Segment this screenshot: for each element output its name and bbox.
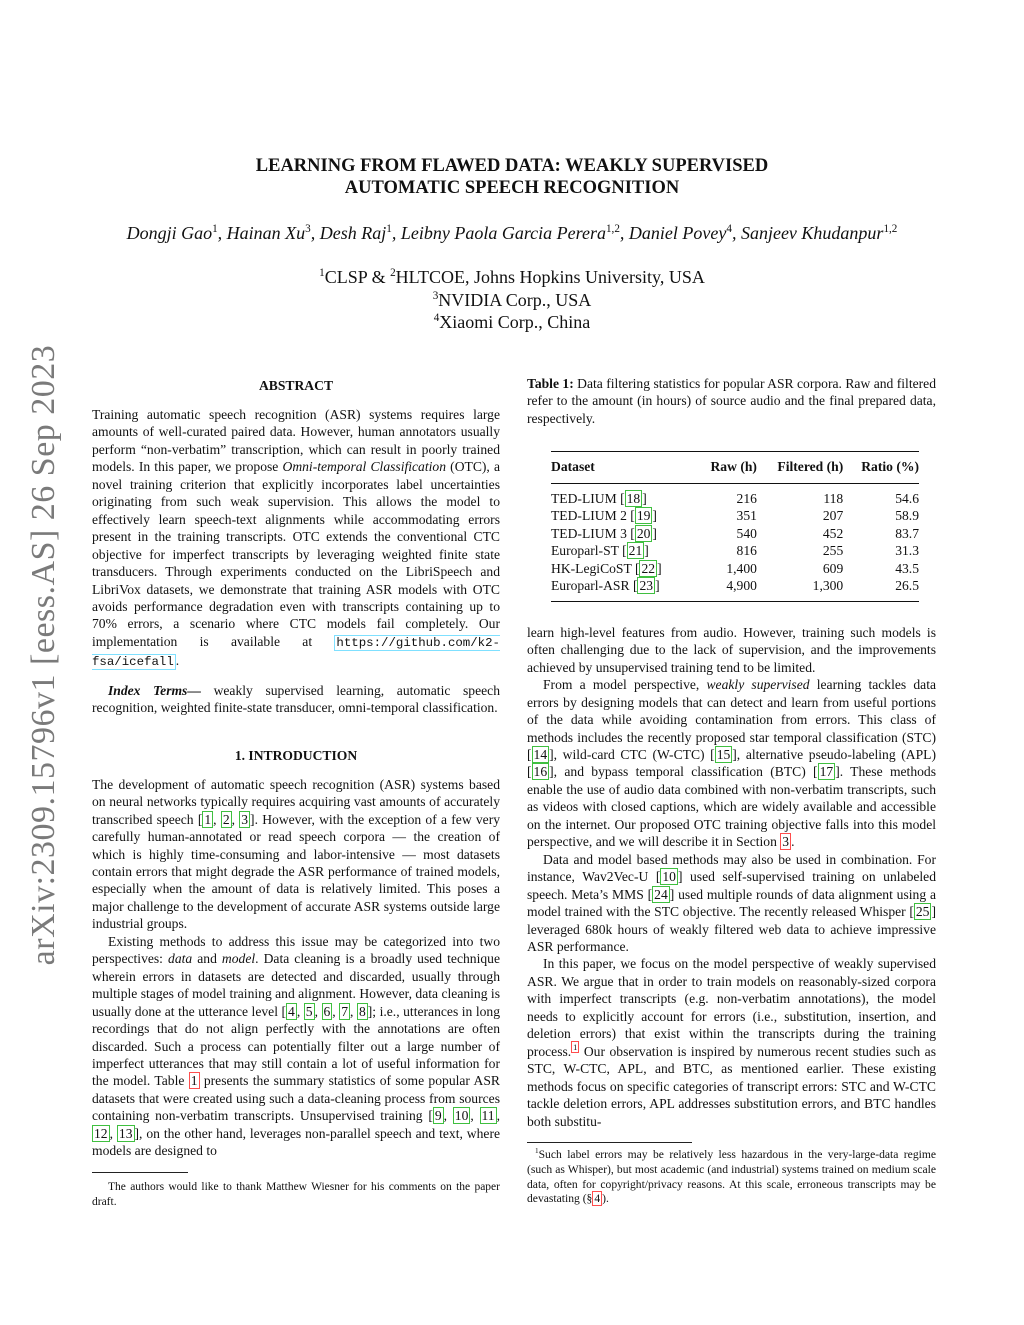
- intro-paragraph-2: Existing methods to address this issue may be categorized into two perspectives: data and model. Data cleaning is a broadly used technique wherein errors in datasets are detected and discarded, usually through multiple stages of model training and alignment. However, data cleaning is usually done at the utterance level [ 4 , 5 , 6 , 7 , 8 ]; i.e., utterances in long recordings that do not align perfectly with the annotations are often discarded. Such a process can potentially filter out a large number of imperfect utterances that may still contain a lot of useful information for the model. Table 1 presents the summary statistics of some popular ASR datasets that were created using such a data-cleaning process from sources containing non-verbatim transcripts. Unsupervised training [ 9 , 10 , 11 , 12 , 13 ], on the other hand, leverages non-parallel speech and text, where models are designed to: [92, 933, 501, 1159]
- arxiv-identifier-link[interactable]: arXiv:2309.15796v1 [eess.AS] 26 Sep 2023: [25, 344, 62, 966]
- citation-link[interactable]: 25: [915, 904, 930, 920]
- text: learning tackles data errors by designing models that can detect and learn from useful portions of the data while avoiding contamination from errors. This class of methods includes the recently proposed star temporal classification (STC) [: [527, 677, 937, 763]
- citation-link[interactable]: 2: [222, 811, 230, 827]
- text: ], alternative pseudo-labeling (APL) [: [527, 747, 936, 780]
- dataset-cell: TED-LIUM 3 [ 20 ]: [551, 525, 657, 541]
- citation-link[interactable]: 7: [341, 1003, 349, 1019]
- right-paragraph-1: learn high-level features from audio. However, training such models is often challenging due to the lack of supervision, and the improvements achieved by unsupervised training tend to be limited.: [527, 624, 936, 675]
- text: . Data cleaning is a broadly used technique wherein errors in datasets are detected and discarded, usually through multiple stages of model training and alignment. However, data cleaning is usually done at the utterance level [: [92, 951, 500, 1019]
- section-ref-link[interactable]: 4: [594, 1192, 601, 1206]
- author-affiliation-mark: 1: [212, 223, 218, 235]
- citation-link[interactable]: 12: [94, 1125, 108, 1141]
- citation-link[interactable]: 13: [118, 1125, 133, 1141]
- text: The development of automatic speech recognition (ASR) systems based on neural networks typically requires acquiring vast amounts of accurately transcribed speech [: [92, 776, 500, 827]
- ratio-cell: 31.3: [895, 543, 919, 559]
- text: ], and bypass temporal classification (BTC) [: [549, 764, 818, 780]
- github-link[interactable]: https://github.com/k2-fsa/icefall: [92, 635, 500, 670]
- footnote-text: ).: [602, 1192, 609, 1206]
- raw-cell: 351: [736, 508, 757, 524]
- raw-cell: 4,900: [696, 577, 757, 601]
- column-header: Raw (h): [696, 452, 757, 484]
- author: Hainan Xu: [226, 223, 306, 243]
- dataset-name: TED-LIUM 3: [551, 525, 631, 541]
- emphasis: model: [221, 951, 256, 967]
- affiliation-mark: 4: [433, 312, 440, 324]
- text: ]; i.e., utterances in long recordings that do not align perfectly with the annotations are often discarded. Such a process can potentially filter out a large number of imperfect utterances that may still contain a lot of useful information for the model. Table: [92, 1003, 501, 1089]
- affiliation-text: HLTCOE, Johns Hopkins University, USA: [395, 267, 705, 287]
- text: .: [791, 834, 795, 850]
- ratio-cell: 83.7: [895, 525, 919, 541]
- text: From a model perspective,: [543, 677, 707, 693]
- footnote-ref-link[interactable]: 1: [573, 1042, 578, 1053]
- dataset-name: HK-LegiCoST: [551, 560, 635, 576]
- author-affiliation-mark: 1: [386, 223, 392, 235]
- index-terms-label: Index Terms—: [108, 682, 201, 698]
- text: Our observation is inspired by numerous recent studies such as STC, W-CTC, APL, and BTC, as mentioned earlier. These existing methods focus on specific categories of transcript errors: STC and W-CTC tackle deletion errors, APL addresses substitution errors, and BTC handles both substitu-: [527, 1043, 936, 1129]
- citation-link[interactable]: 22: [641, 560, 656, 576]
- citation-link[interactable]: 19: [636, 508, 651, 524]
- table-ref-link[interactable]: 1: [190, 1073, 198, 1089]
- text: presents the summary statistics of some popular ASR datasets that were created using such a data-cleaning process from sources containing non-verbatim transcripts. Unsupervised training [: [92, 1073, 500, 1124]
- citation-link[interactable]: 21: [628, 543, 643, 559]
- citation-link[interactable]: 5: [305, 1003, 313, 1019]
- abstract-text-part: (OTC), a novel training criterion that explicitly incorporates label uncertainties originating from such weak supervision. This allows the model to effectively learn speech-text alignments while accommodating errors present in the training transcripts. OTC extends the conventional CTC objective for imperfect transcripts by leveraging weighted finite state transducers. Through experiments conducted on the LibriSpeech and LibriVox datasets, we demonstrate that training ASR models with OTC avoids performance degradation even with transcripts containing up to 70% errors, a scenario where CTC models fail completely. Our implementation is available at: [92, 459, 500, 649]
- table-row: [551, 525, 919, 543]
- ratio-cell: 43.5: [895, 560, 919, 576]
- affiliation-text: Xiaomi Corp., China: [439, 312, 591, 332]
- text: ], on the other hand, leverages non-parallel speech and text, where models are designed to: [92, 1125, 501, 1159]
- citation-link[interactable]: 11: [481, 1108, 495, 1124]
- column-header: Ratio (%): [843, 452, 919, 484]
- dataset-cell: TED-LIUM 2 [ 19 ]: [551, 508, 657, 524]
- filtered-cell: 255: [822, 543, 844, 559]
- data-filtering-table: [551, 451, 919, 602]
- acknowledgement-note: The authors would like to thank Matthew Wiesner for his comments on the paper draft.: [92, 1181, 500, 1208]
- affiliation-text: NVIDIA Corp., USA: [438, 289, 592, 310]
- right-paragraph-3: [527, 851, 936, 956]
- raw-cell: 216: [736, 490, 757, 506]
- right-paragraph-2: [527, 676, 936, 851]
- author-list: Dongji Gao$^1$, Hainan Xu$^3$, Desh Raj$^1$, Leibny Paola Garcia Perera$^{1,2}$, Daniel Povey$^4$, Sanjeev Khudanpur$^{1,2}$: [126, 223, 898, 243]
- raw-cell: 540: [736, 525, 757, 541]
- intro-paragraph-1: The development of automatic speech recognition (ASR) systems based on neural networks typically requires acquiring vast amounts of accurately transcribed speech [ 1 , 2 , 3 ]. However, with the exception of a few very carefully human-annotated or read speech corpora — the creation of which is highly time-consuming and labor-intensive — most datasets contain errors that might degrade the ASR performance of trained models, especially when the amount of data is relatively limited. This poses a major challenge to the development of accurate ASR systems outside large industrial groups.: [92, 776, 501, 932]
- filtered-cell: 609: [822, 560, 844, 576]
- affiliation-line-3: [0, 311, 1024, 334]
- citation-link[interactable]: 6: [323, 1003, 331, 1019]
- right-paragraph-4: [527, 955, 936, 1130]
- footnote-rule: [527, 1142, 692, 1143]
- filtered-cell: 1,300: [757, 577, 843, 601]
- filtered-cell: 207: [822, 508, 844, 524]
- dataset-cell: Europarl-ASR [ 23 ]: [551, 577, 696, 601]
- left-column: [92, 375, 500, 1160]
- text: In this paper, we focus on the model perspective of weakly supervised ASR. We argue that in order to train models on reasonably-sized corpora with imperfect transcripts (e.g. non-verbatim annotations), the model needs to explicitly account for errors (i.e., substitution, insertion, and deletion errors) that exist within the transcripts during the training process.: [527, 956, 936, 1059]
- paper-title: [0, 155, 1024, 199]
- dataset-cell: TED-LIUM [ 18 ]: [551, 490, 647, 506]
- table-row: [551, 560, 919, 578]
- author-affiliation-mark: 1,2: [883, 223, 898, 235]
- text: and: [192, 951, 222, 967]
- filtered-cell: 452: [822, 525, 844, 541]
- author-affiliation-mark: 1,2: [605, 223, 620, 235]
- citation-link[interactable]: 17: [819, 764, 834, 780]
- affiliation-text: CLSP &: [324, 267, 391, 287]
- abstract-text: [92, 406, 500, 672]
- raw-cell: 1,400: [726, 560, 757, 576]
- text: ]. However, with the exception of a few very carefully human-annotated or read speech corpora — the creation of which is highly time-consuming and labor-intensive — most datasets contain errors that might degrade the ASR performance of trained models, especially when the amount of data is relatively limited. This poses a major challenge to the development of accurate ASR systems outside large industrial groups.: [92, 811, 501, 932]
- emphasis: data: [168, 951, 193, 967]
- affiliation-mark: 1: [319, 267, 325, 279]
- author: Sanjeev Khudanpur: [740, 223, 884, 243]
- author: Daniel Povey: [628, 223, 727, 243]
- table-row: [551, 577, 919, 601]
- index-terms-text: weakly supervised learning, automatic speech recognition, weighted finite-state transducer, omni-temporal classification.: [92, 682, 501, 716]
- affiliations: [0, 266, 1024, 334]
- dataset-name: TED-LIUM: [551, 490, 621, 506]
- text: ] used multiple rounds of data alignment using a model trained with the STC objective. The recently released Whisper [: [527, 886, 937, 920]
- text: ], wild-card CTC (W-CTC) [: [549, 747, 715, 763]
- footnote: [527, 1148, 936, 1207]
- citation-link[interactable]: 1: [204, 811, 212, 827]
- table-caption-text: Data filtering statistics for popular ASR corpora. Raw and filtered refer to the amount (in hours) of source audio and the final prepared data, respectively.: [527, 376, 936, 426]
- affiliation-line-2: [0, 289, 1024, 312]
- footnote-text: Such label errors may be relatively less hazardous in the very-large-data regime (such as Whisper), but most academic (and industrial) systems trained on medium scale data, often for copyright/privacy reasons. At this scale, erroneous transcripts may be devastating (§: [527, 1148, 936, 1206]
- abstract-text-part: Training automatic speech recognition (ASR) systems requires large amounts of well-curated paired data. However, human annotators usually perform “non-verbatim” transcription, which can result in poorly trained models. In this paper, we propose: [92, 407, 500, 475]
- text: Existing methods to address this issue may be categorized into two perspectives:: [92, 933, 500, 967]
- emphasis: weakly supervised: [706, 677, 810, 693]
- table-caption: [527, 375, 936, 427]
- section-ref-link[interactable]: 3: [782, 834, 790, 850]
- dataset-cell: Europarl-ST [ 21 ]: [551, 543, 649, 559]
- dataset-name: Europarl-ASR: [551, 578, 633, 594]
- text: ]. These methods enable the use of audio data combined with non-verbatim transcripts, such as videos with closed captions, which are widely available and accessible on the internet. Our proposed OTC training objective falls into this model perspective, and we will describe it in Section: [527, 764, 937, 850]
- citation-link[interactable]: 10: [662, 869, 676, 885]
- citation-link[interactable]: 24: [654, 886, 668, 902]
- citation-link[interactable]: 15: [716, 747, 731, 763]
- ratio-cell: 54.6: [895, 490, 919, 506]
- citation-link[interactable]: 16: [533, 764, 548, 780]
- citation-link[interactable]: 23: [639, 578, 654, 594]
- footnote-rule: [92, 1172, 188, 1173]
- citation-link[interactable]: 4: [288, 1003, 295, 1019]
- affiliation-line-1: [0, 266, 1024, 289]
- citation-link[interactable]: 20: [636, 525, 651, 541]
- author-affiliation-mark: 3: [305, 223, 311, 235]
- author-affiliation-mark: 4: [726, 223, 732, 235]
- footnote-mark: 1: [535, 1147, 539, 1156]
- right-column: [527, 375, 936, 1130]
- text: ] leveraged 680k hours of weakly filtered web data to achieve impressive ASR performance.: [527, 904, 936, 955]
- raw-cell: 816: [736, 543, 757, 559]
- author: Dongji Gao: [126, 223, 213, 243]
- citation-link[interactable]: 9: [434, 1108, 442, 1124]
- index-terms: [92, 682, 500, 717]
- title-line-2: AUTOMATIC SPEECH RECOGNITION: [344, 178, 680, 198]
- abstract-heading: ABSTRACT: [258, 378, 334, 393]
- table-row: [551, 542, 919, 560]
- dataset-cell: HK-LegiCoST [ 22 ]: [551, 560, 662, 576]
- abstract-text-part: .: [175, 653, 180, 669]
- author: Desh Raj: [319, 223, 387, 243]
- table-row: [551, 483, 919, 507]
- column-header: Filtered (h): [757, 452, 843, 484]
- text: Data and model based methods may also be used in combination. For instance, Wav2Vec-U [: [527, 851, 936, 885]
- introduction-heading: 1. INTRODUCTION: [234, 747, 358, 763]
- title-line-1: LEARNING FROM FLAWED DATA: WEAKLY SUPERVISED: [255, 156, 769, 176]
- text: ] used self-supervised training on unlabeled speech. Meta’s MMS [: [527, 869, 937, 902]
- author: Leibny Paola Garcia Perera: [400, 223, 606, 243]
- citation-link[interactable]: 8: [358, 1003, 366, 1019]
- table-row: [551, 507, 919, 525]
- ratio-cell: 26.5: [843, 577, 919, 601]
- citation-link[interactable]: 14: [533, 747, 548, 763]
- table-caption-label: Table 1:: [527, 376, 574, 391]
- ratio-cell: 58.9: [895, 508, 919, 524]
- affiliation-mark: 2: [390, 267, 396, 279]
- citation-link[interactable]: 10: [454, 1108, 469, 1124]
- table-header-row: [551, 452, 919, 484]
- citation-link[interactable]: 18: [626, 490, 641, 506]
- citation-link[interactable]: 3: [241, 811, 249, 827]
- abstract-emphasis: Omni-temporal Classification: [282, 459, 447, 475]
- column-header: Dataset: [551, 452, 696, 484]
- dataset-name: TED-LIUM 2: [551, 508, 631, 524]
- affiliation-mark: 3: [432, 289, 439, 302]
- dataset-name: Europarl-ST: [551, 543, 623, 559]
- filtered-cell: 118: [823, 490, 844, 506]
